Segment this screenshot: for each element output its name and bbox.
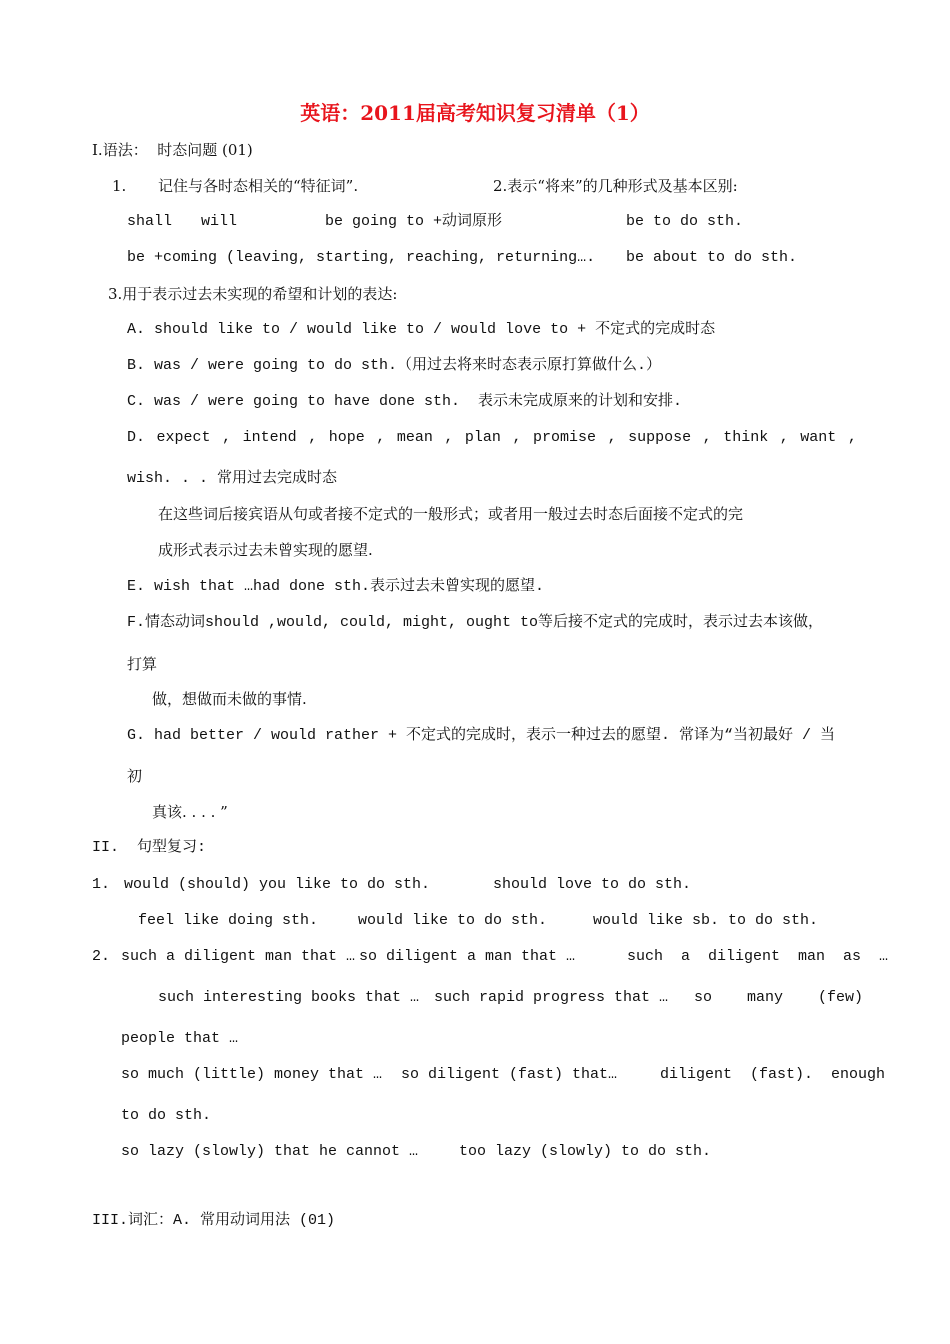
pattern-to-do-sth: to do sth. [121, 1107, 212, 1124]
point-f-line-3: 做，想做而未做的事情. [152, 690, 307, 708]
pattern-1-number: 1. [92, 876, 111, 893]
item-1-text: 记住与各时态相关的“特征词”. [158, 177, 359, 195]
point-d-word: think [723, 429, 769, 446]
future-form-be-going-to: be going to +动词原形 [325, 213, 503, 230]
pattern-enough: diligent (fast). enough [660, 1066, 886, 1083]
future-form-be-to: be to do sth. [626, 213, 744, 230]
item-3-heading: 3.用于表示过去未实现的希望和计划的表达: [108, 285, 398, 303]
point-d-word: suppose [628, 429, 692, 446]
pattern-few-word: (few) [818, 989, 864, 1006]
item-2-text: 2.表示“将来”的几种形式及基本区别: [493, 177, 738, 195]
point-d-line-4: 成形式表示过去未曾实现的愿望. [158, 541, 373, 559]
point-d-comma: , [308, 429, 318, 446]
item-1-number: 1. [112, 177, 127, 195]
pattern-would-like: would like to do sth. [358, 912, 548, 929]
point-d-word: promise [533, 429, 597, 446]
pattern-so-lazy: so lazy (slowly) that he cannot … [121, 1143, 419, 1160]
point-d-word: want [800, 429, 837, 446]
pattern-people-that: people that … [121, 1030, 239, 1047]
point-d-word: expect [156, 429, 211, 446]
future-form-shall: shall [127, 213, 173, 230]
point-g-line-3: 真该. . . . ” [152, 803, 228, 821]
point-a: A. should like to / would like to / would love to + 不定式的完成时态 [127, 321, 716, 338]
pattern-would-like-sb: would like sb. to do sth. [593, 912, 819, 929]
pattern-such-books: such interesting books that … [158, 989, 420, 1006]
pattern-so-word: so [694, 989, 713, 1006]
pattern-too-lazy: too lazy (slowly) to do sth. [459, 1143, 712, 1160]
point-d-comma: , [222, 429, 232, 446]
section-1-heading: I.语法： 时态问题 (01) [92, 141, 253, 159]
pattern-2-number: 2. [92, 948, 111, 965]
point-d-word: hope [328, 429, 365, 446]
pattern-such-progress: such rapid progress that … [434, 989, 669, 1006]
point-f-line-1: F.情态动词should ,would, could, might, ought to等后接不定式的完成时，表示过去本该做， [127, 614, 824, 631]
point-d-word-list [127, 428, 857, 448]
section-3-heading: III.词汇：A. 常用动词用法 (01) [92, 1212, 336, 1229]
pattern-such-as: such a diligent man as … [627, 948, 889, 965]
point-d-word: mean [396, 429, 433, 446]
point-d-word: plan [464, 429, 501, 446]
point-d-comma: , [847, 429, 857, 446]
point-d-comma: , [702, 429, 712, 446]
section-2-heading: II. 句型复习: [92, 839, 207, 856]
pattern-so-much-money: so much (little) money that … [121, 1066, 383, 1083]
point-d-comma: , [376, 429, 386, 446]
point-g-line-1: G. had better / would rather + 不定式的完成时，表示一种过去的愿望. 常译为“当初最好 / 当 [127, 727, 836, 744]
pattern-should-love: should love to do sth. [493, 876, 692, 893]
pattern-such-a-that: such a diligent man that … [121, 948, 356, 965]
point-d-comma: , [607, 429, 617, 446]
point-b: B. was / were going to do sth.（用过去将来时态表示原打算做什么.） [127, 357, 662, 374]
future-form-be-about-to: be about to do sth. [626, 249, 798, 266]
point-d-label: D. [127, 429, 146, 446]
pattern-feel-like: feel like doing sth. [138, 912, 319, 929]
pattern-would-you-like: would (should) you like to do sth. [124, 876, 431, 893]
point-d-line-2: wish. . . 常用过去完成时态 [127, 470, 338, 487]
point-d-comma: , [444, 429, 454, 446]
document-title: 英语：2011届高考知识复习清单（1） [300, 101, 650, 125]
point-g-line-2: 初 [127, 767, 143, 785]
point-d-word: intend [242, 429, 297, 446]
pattern-so-a-that: so diligent a man that … [359, 948, 576, 965]
future-form-will: will [201, 213, 238, 230]
point-d-comma: , [512, 429, 522, 446]
point-d-line-3: 在这些词后接宾语从句或者接不定式的一般形式；或者用一般过去时态后面接不定式的完 [158, 505, 744, 523]
point-c: C. was / were going to have done sth. 表示未完成原来的计划和安排. [127, 393, 683, 410]
point-f-line-2: 打算 [127, 655, 158, 673]
future-form-be-coming: be +coming (leaving, starting, reaching, returning…. [127, 249, 596, 266]
pattern-so-diligent-that: so diligent (fast) that… [401, 1066, 618, 1083]
point-e: E. wish that …had done sth.表示过去未曾实现的愿望. [127, 578, 545, 595]
point-d-comma: , [779, 429, 789, 446]
pattern-many-word: many [747, 989, 784, 1006]
